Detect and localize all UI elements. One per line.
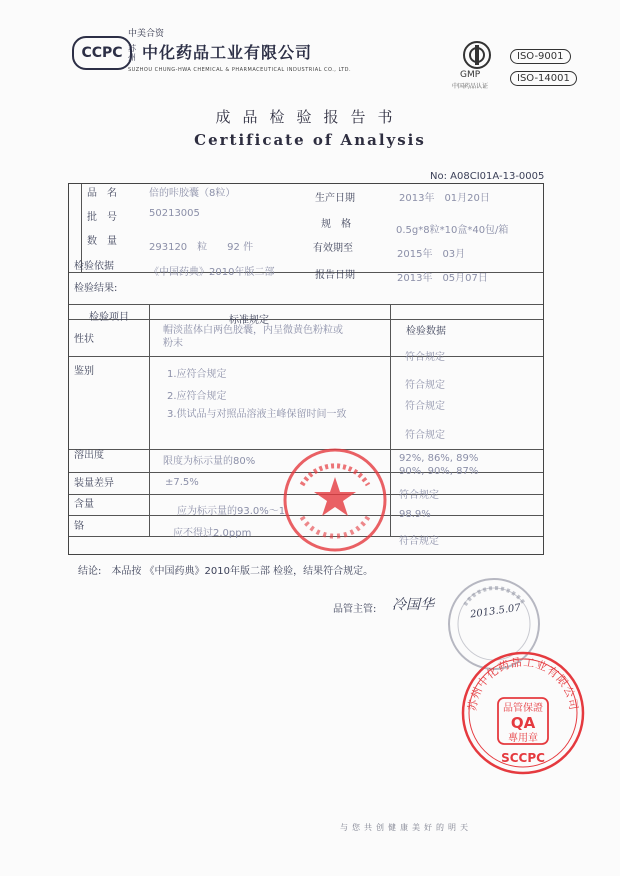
basis-value: 《中国药典》2010年版二部 — [149, 267, 275, 278]
row-item: 鉴别 — [74, 366, 94, 377]
row-standard: 帽淡蓝体白两色胶囊，内呈微黄色粉粒或粉末 — [163, 325, 343, 349]
logo-suzhou-label: 苏州 — [128, 44, 136, 62]
row-item: 铬 — [74, 521, 84, 532]
iso-9001-badge: ISO-9001 — [510, 49, 571, 64]
row-standard: 限度为标示量的80% — [163, 456, 256, 467]
qa-seal-center-text: QA — [510, 714, 536, 732]
row-item: 含量 — [74, 499, 94, 510]
title-chinese: 成品检验报告书 — [215, 108, 405, 126]
spec-value: 0.5g*8粒*10盒*40包/箱 — [396, 225, 509, 236]
quantity-label: 数 量 — [87, 236, 117, 247]
iso-14001-badge: ISO-14001 — [510, 71, 577, 86]
report-date-label: 报告日期 — [315, 270, 355, 281]
qa-signature-date: 2013.5.07 — [469, 602, 522, 621]
table-divider — [69, 304, 543, 305]
quantity-value: 293120 粒 92 件 — [149, 242, 254, 253]
gmp-label: GMP — [460, 70, 481, 80]
row-item: 性状 — [74, 334, 94, 345]
table-divider — [69, 319, 543, 320]
row-item: 装量差异 — [74, 478, 114, 489]
qa-seal-latin-text: SCCPC — [501, 751, 545, 765]
ccpc-logo: CCPC — [72, 36, 132, 70]
company-name: 中化药品工业有限公司 — [142, 43, 313, 62]
title-english: Certificate of Analysis — [194, 131, 426, 149]
gmp-logo-icon — [462, 40, 492, 70]
table-divider — [69, 356, 543, 357]
qa-manager-label: 品管主管: — [333, 604, 377, 615]
gmp-sub-label: 中国药品认证 — [452, 83, 489, 90]
report-date-value: 2013年 05月07日 — [397, 273, 488, 284]
batch-label: 批 号 — [87, 212, 117, 223]
col-header-item: 检验项目 — [89, 312, 129, 323]
row-data: 符合规定 — [405, 352, 445, 363]
qa-seal-top-text: 品管保證 — [503, 703, 543, 714]
qa-seal-bottom-text: 專用章 — [508, 733, 538, 744]
row-data: 符合规定 — [405, 430, 445, 441]
row-standard: 2.应符合规定 — [167, 391, 227, 402]
col-header-standard: 标准规定 — [229, 315, 269, 326]
row-data: 98.9% — [399, 509, 431, 520]
row-standard: 1.应符合规定 — [167, 369, 227, 380]
mfg-date-value: 2013年 01月20日 — [399, 193, 490, 204]
row-standard: 应为标示量的93.0%～1 — [177, 506, 286, 517]
row-data: 92%, 86%, 89% — [399, 453, 479, 464]
inspection-seal-icon — [280, 445, 390, 555]
row-standard: ±7.5% — [165, 477, 199, 488]
product-name-value: 倍的咔胶囊（8粒） — [149, 188, 236, 199]
result-label: 检验结果: — [74, 283, 118, 294]
basis-label: 检验依据 — [74, 261, 114, 272]
row-item: 溶出度 — [74, 450, 104, 461]
row-data: 符合规定 — [405, 380, 445, 391]
qa-seal-outer-text: 苏州中化药品工业有限公司 — [465, 655, 581, 712]
table-divider — [149, 304, 150, 536]
footer-slogan: 与您共创健康美好的明天 — [340, 823, 472, 832]
col-header-data: 检验数据 — [406, 326, 446, 337]
company-name-en: SUZHOU CHUNG-HWA CHEMICAL & PHARMACEUTICAL INDUSTRIAL CO., LTD. — [128, 67, 352, 73]
row-data: 90%, 90%, 87% — [399, 466, 479, 477]
spec-label: 规 格 — [321, 219, 351, 230]
qa-signature: 冷国华 — [392, 597, 434, 613]
row-data: 符合规定 — [399, 536, 439, 547]
table-divider — [390, 304, 391, 536]
row-standard: 3.供试品与对照品溶液主峰保留时间一致 — [167, 409, 347, 420]
row-data: 符合规定 — [405, 401, 445, 412]
product-name-label: 品 名 — [87, 188, 117, 199]
logo-jv-label: 中美合资 — [128, 29, 165, 39]
mfg-date-label: 生产日期 — [315, 193, 355, 204]
document-number: No: A08CI01A-13-0005 — [430, 171, 545, 182]
expiry-value: 2015年 03月 — [397, 249, 466, 260]
qa-seal — [458, 648, 588, 778]
row-standard: 应不得过2.0ppm — [173, 528, 252, 539]
row-data: 符合规定 — [399, 490, 439, 501]
expiry-label: 有效期至 — [313, 243, 353, 254]
conclusion-text: 结论: 本品按 《中国药典》2010年版二部 检验，结果符合规定。 — [78, 566, 374, 577]
batch-value: 50213005 — [149, 208, 200, 219]
